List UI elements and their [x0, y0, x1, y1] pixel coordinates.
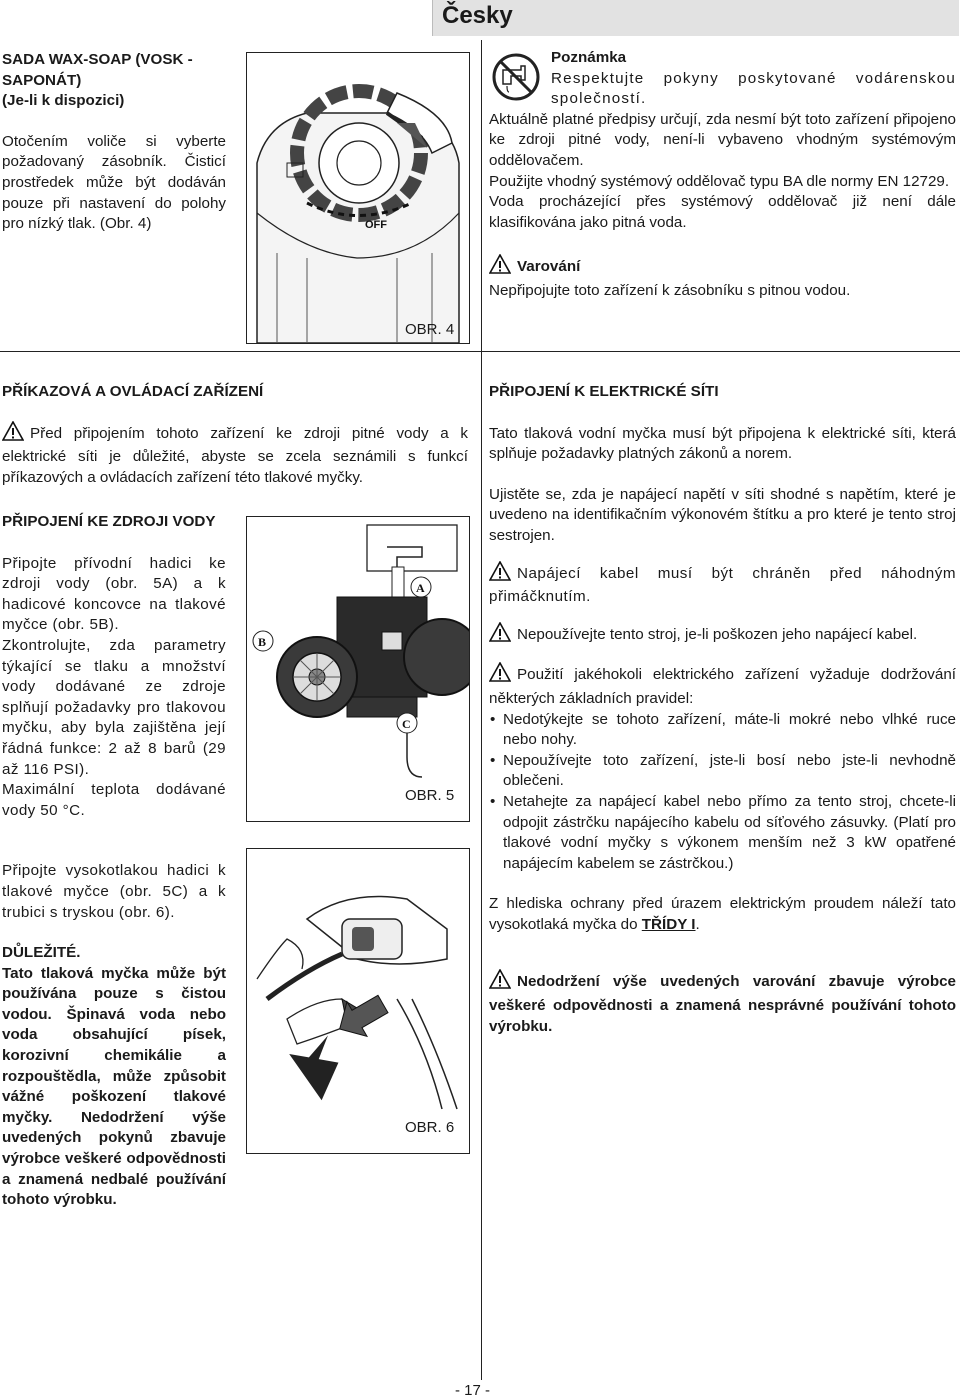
- water-p2: Zkontrolujte, zda parametry týkající se tlaku a množství vody dodávané ze zdroje splňují požadavky pro tlakovou myčku, aby byla zajištěna její řádná funkce: 2 až 8 barů (29 až 116 PSI).: [2, 636, 226, 778]
- electric-class-text: Z hlediska ochrany před úrazem elektrickým proudem náleží tato vysokotlaká myčka do TŘÍDY I.: [489, 895, 956, 933]
- electric-heading: PŘIPOJENÍ K ELEKTRICKÉ SÍTI: [489, 383, 719, 400]
- electric-p1: Tato tlaková vodní myčka musí být připojena k elektrické síti, která splňuje požadavky platných zákonů a norem.: [489, 424, 956, 463]
- warning-icon: [489, 662, 511, 689]
- electric-warning-2: Nepoužívejte tento stroj, je-li poškozen jeho napájecí kabel.: [489, 622, 956, 649]
- warning-icon: [489, 969, 511, 996]
- wax-soap-section: [2, 50, 226, 235]
- water-p4: Připojte vysokotlakou hadici k tlakové myčce (obr. 5C) a k trubici s tryskou (obr. 6).: [2, 862, 226, 921]
- page-header: [0, 0, 960, 40]
- list-item: • Nedotýkejte se tohoto zařízení, máte-li mokré nebo vlhké ruce nebo nohy.: [503, 710, 956, 751]
- warning-top-text: Nepřipojujte toto zařízení k zásobníku s pitnou vodou.: [489, 281, 851, 299]
- column-divider: [481, 40, 482, 1380]
- water-heading: PŘIPOJENÍ KE ZDROJI VODY: [2, 513, 216, 530]
- figure-4-label: OBR. 4: [405, 321, 455, 338]
- list-item: • Nepoužívejte toto zařízení, jste-li bosí nebo jste-li nevhodně oblečeni.: [503, 751, 956, 792]
- electric-warning-3: Použití jakéhokoli elektrického zařízení vyžaduje dodržování některých základních pravidel:: [489, 662, 956, 709]
- note-section: [489, 48, 956, 302]
- class-i-label: TŘÍDY I: [641, 915, 696, 933]
- warning-icon: [489, 561, 511, 588]
- wax-soap-subtitle: (Je-li k dispozici): [2, 92, 125, 110]
- svg-text:C: C: [402, 717, 411, 731]
- language-title: Česky: [442, 2, 513, 29]
- electric-section: [489, 382, 956, 1037]
- wax-soap-body: Otočením voliče si vyberte požadovaný zásobník. Čisticí prostředek může být dodáván pouze při nastavení do polohy pro nízký tlak. (Obr. 4): [2, 132, 226, 233]
- no-drinking-water-icon: [491, 52, 541, 102]
- note-title: Poznámka: [551, 49, 627, 66]
- water-p1: Připojte přívodní hadici ke zdroji vody (obr. 5A) a k hadicové koncovce na tlakové myčce (obr. 5B).: [2, 554, 226, 634]
- svg-text:A: A: [416, 581, 425, 595]
- controls-heading: PŘÍKAZOVÁ A OVLÁDACÍ ZAŘÍZENÍ: [2, 383, 264, 400]
- wax-soap-title: SADA WAX-SOAP (VOSK - SAPONÁT): [2, 51, 193, 89]
- figure-6-label: OBR. 6: [405, 1119, 455, 1136]
- note-p2: Aktuálně platné předpisy určují, zda nesmí být toto zařízení připojeno ke zdroji pitné vody, není-li vybaveno vhodným systémovým oddělovačem.: [489, 110, 956, 169]
- warning-icon: [489, 622, 511, 649]
- page-number: - 17 -: [455, 1382, 491, 1399]
- svg-text:B: B: [258, 635, 267, 649]
- electric-rules-list: [489, 710, 956, 875]
- important-text: Tato tlaková myčka může být používána pouze s čistou vodou. Špinavá voda nebo voda obsahující písek, korozivní chemikálie a rozpouštědla, může způsobit vážné poškození tlakové myčky. Nedodržení výše uvedených pokynů zbavuje výrobce veškeré odpovědnosti a znamená nedbalé používání tohoto výrobku.: [2, 964, 226, 1209]
- note-p1: Respektujte pokyny poskytované vodárenskou společností.: [551, 69, 956, 108]
- warning-icon: [489, 254, 511, 281]
- detergent-selector-illustration: [247, 53, 469, 343]
- figure-6: [246, 848, 470, 1154]
- figure-5: [246, 516, 470, 822]
- warning-icon: [2, 421, 24, 448]
- electric-warning-1: Napájecí kabel musí být chráněn před náhodným přimáčknutím.: [489, 561, 956, 608]
- note-p4: Voda procházející přes systémový oddělovač již není dále klasifikována jako pitná voda.: [489, 193, 956, 231]
- figure-4: [246, 52, 470, 344]
- controls-section: [2, 382, 468, 488]
- electric-p2: Ujistěte se, zda je napájecí napětí v síti shodné s napětím, které je uvedeno na identifikačním výkonovém štítku a pro které je tento stroj sestrojen.: [489, 485, 956, 544]
- final-warning: Nedodržení výše uvedených varování zbavuje výrobce veškeré odpovědnosti a znamená nesprávné používání tohoto výrobku.: [489, 969, 956, 1037]
- important-title: DŮLEŽITÉ.: [2, 944, 81, 962]
- section-divider: [0, 351, 960, 352]
- water-section: [2, 512, 226, 1211]
- figure-5-label: OBR. 5: [405, 787, 455, 804]
- note-p3: Použijte vhodný systémový oddělovač typu BA dle normy EN 12729.: [489, 172, 950, 190]
- list-item: • Netahejte za napájecí kabel nebo přímo za tento stroj, chcete-li odpojit zástrčku napájecího kabelu od síťového zásuvky. (Platí pro tlakové vodní myčky s výkonem menším než 3 kW opatřené napájecím kabelem se zástrčkou.): [503, 792, 956, 874]
- hose-nozzle-illustration: [247, 849, 469, 1153]
- svg-text:OFF: OFF: [365, 219, 387, 231]
- warning-top-title: Varování: [489, 254, 956, 281]
- controls-text: Před připojením tohoto zařízení ke zdroji pitné vody a k elektrické síti je důležité, abyste se zcela seznámili s funkcí příkazových a ovládacích zařízení této tlakové myčky.: [2, 421, 468, 489]
- water-p3: Maximální teplota dodávané vody 50 °C.: [2, 781, 226, 819]
- water-connection-illustration: [247, 517, 469, 821]
